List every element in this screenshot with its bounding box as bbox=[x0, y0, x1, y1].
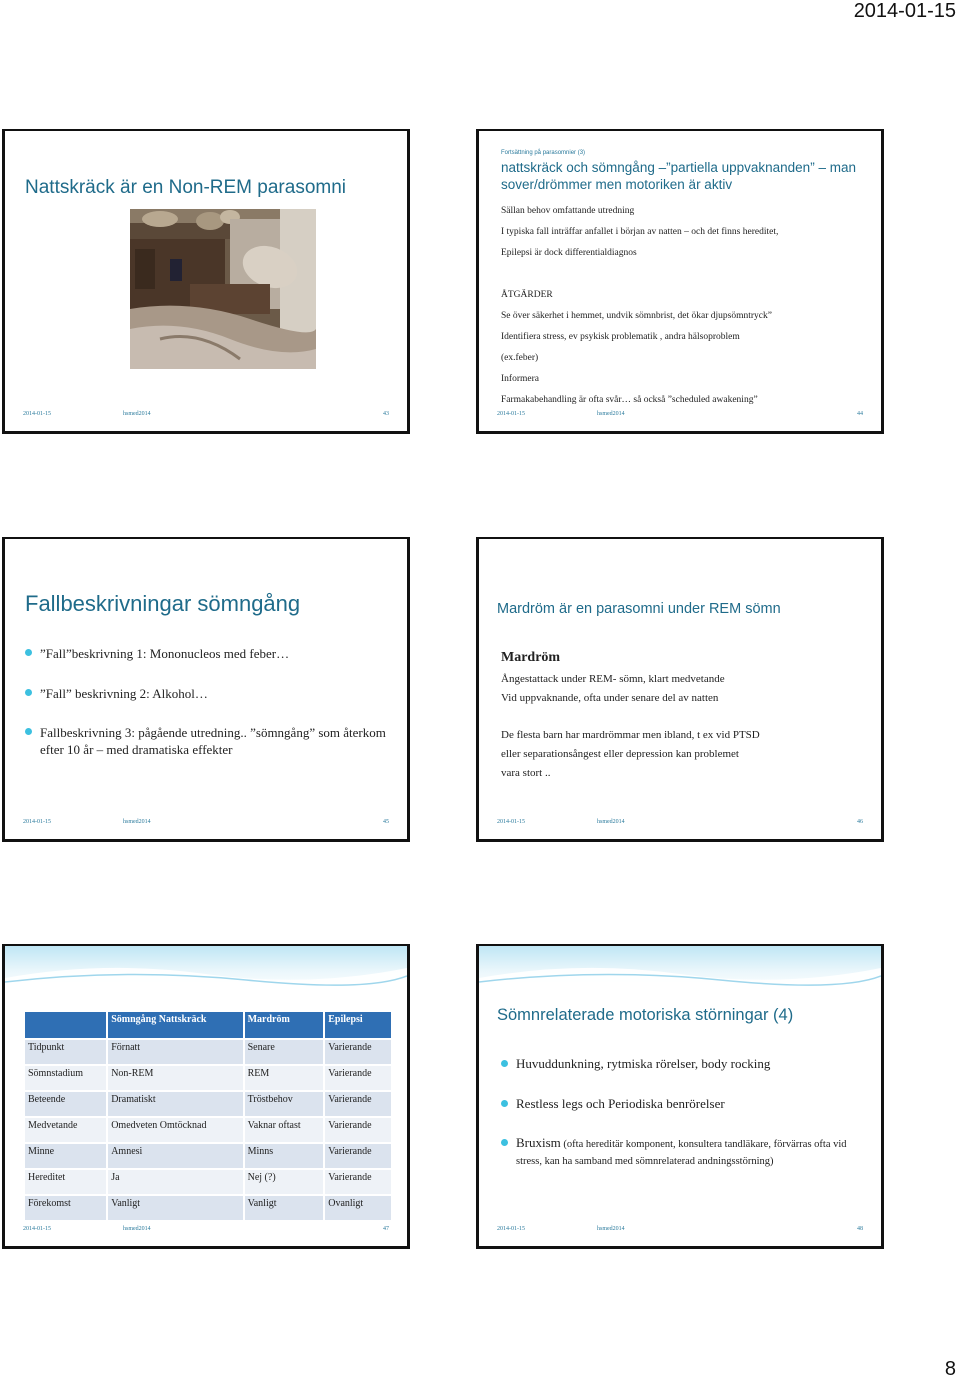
table-cell: Vaknar oftast bbox=[244, 1117, 325, 1143]
slide-title: Fallbeskrivningar sömngång bbox=[25, 591, 301, 616]
table-cell: Varierande bbox=[324, 1091, 392, 1117]
footer-author: hsmed2014 bbox=[597, 819, 625, 825]
header-band bbox=[479, 946, 881, 990]
table-cell: Varierande bbox=[324, 1143, 392, 1169]
table-cell: Minne bbox=[24, 1143, 107, 1169]
body-heading: ÅTGÄRDER bbox=[501, 290, 553, 300]
comparison-table bbox=[23, 1010, 393, 1222]
bullet-item bbox=[501, 1056, 871, 1072]
bullet-text: Fallbeskrivning 3: pågående utredning.. ”sömngång” som återkom efter 10 år – med dramatiska effekter bbox=[40, 725, 386, 757]
footer-author: hsmed2014 bbox=[597, 411, 625, 417]
slide-footer bbox=[497, 819, 863, 829]
page-date: 2014-01-15 bbox=[853, 0, 956, 22]
slide-46 bbox=[476, 537, 884, 842]
body-line: De flesta barn har mardrömmar men ibland, t ex vid PTSD bbox=[501, 729, 760, 741]
table-cell: Nej (?) bbox=[244, 1169, 325, 1195]
body-line: Sällan behov omfattande utredning bbox=[501, 206, 635, 216]
page-number: 8 bbox=[944, 1358, 956, 1380]
body-heading: Mardröm bbox=[501, 650, 561, 665]
bullet-icon bbox=[25, 728, 32, 735]
bullet-detail: (ofta hereditär komponent, konsultera tandläkare, förvärras ofta vid stress, kan ha samband med sömnrelaterad andningsstörning) bbox=[516, 1139, 847, 1167]
footer-date: 2014-01-15 bbox=[497, 819, 525, 825]
footer-date: 2014-01-15 bbox=[23, 1226, 51, 1232]
body-line: eller separationsångest eller depression kan problemet bbox=[501, 748, 739, 760]
table-cell: Dramatiskt bbox=[107, 1091, 243, 1117]
bullet-item bbox=[25, 724, 395, 758]
footer-slide-number: 44 bbox=[857, 411, 863, 417]
bullet-text: Restless legs och Periodiska benrörelser bbox=[516, 1096, 725, 1111]
table-cell: Sömnstadium bbox=[24, 1065, 107, 1091]
table-cell: Tröstbehov bbox=[244, 1091, 325, 1117]
body-line: vara stort .. bbox=[501, 767, 551, 779]
footer-slide-number: 48 bbox=[857, 1226, 863, 1232]
slide-subheader: Fortsättning på parasomnier (3) bbox=[501, 150, 586, 156]
bullet-item bbox=[501, 1135, 871, 1169]
bullet-item bbox=[501, 1096, 871, 1112]
table-cell: Senare bbox=[244, 1039, 325, 1065]
table-row bbox=[24, 1117, 392, 1143]
footer-slide-number: 47 bbox=[383, 1226, 389, 1232]
table-row bbox=[24, 1039, 392, 1065]
table-cell: Non-REM bbox=[107, 1065, 243, 1091]
table-cell: Ja bbox=[107, 1169, 243, 1195]
body-line: Informera bbox=[501, 374, 539, 384]
table-row bbox=[24, 1091, 392, 1117]
bullet-item bbox=[25, 685, 395, 702]
table-header-cell bbox=[24, 1011, 107, 1039]
table-cell: Förekomst bbox=[24, 1195, 107, 1221]
slide-footer bbox=[497, 411, 863, 421]
slide-48 bbox=[476, 944, 884, 1249]
footer-slide-number: 43 bbox=[383, 411, 389, 417]
bullet-icon bbox=[25, 689, 32, 696]
bullet-icon bbox=[501, 1060, 508, 1067]
table-header-row bbox=[24, 1011, 392, 1039]
slide-title: nattskräck och sömngång –”partiella uppvaknanden” – man sover/drömmer men motoriken är aktiv bbox=[501, 160, 856, 192]
table-cell: Amnesi bbox=[107, 1143, 243, 1169]
table-cell: Ovanligt bbox=[324, 1195, 392, 1221]
slide-title: Mardröm är en parasomni under REM sömn bbox=[497, 601, 781, 617]
photo-bedroom bbox=[130, 209, 316, 369]
table-cell: Varierande bbox=[324, 1039, 392, 1065]
bullet-icon bbox=[501, 1139, 508, 1146]
bullet-text: ”Fall”beskrivning 1: Mononucleos med feber… bbox=[40, 646, 290, 661]
table-header-cell: Epilepsi bbox=[324, 1011, 392, 1039]
body-line: Ångestattack under REM- sömn, klart medvetande bbox=[501, 673, 725, 685]
body-line: Vid uppvaknande, ofta under senare del av natten bbox=[501, 692, 719, 704]
header-band bbox=[5, 946, 407, 990]
bullet-item bbox=[25, 645, 395, 662]
body-line: (ex.feber) bbox=[501, 353, 539, 363]
table-cell: Hereditet bbox=[24, 1169, 107, 1195]
slide-45 bbox=[2, 537, 410, 842]
table-cell: Varierande bbox=[324, 1117, 392, 1143]
body-line: Identifiera stress, ev psykisk problematik , andra hälsoproblem bbox=[501, 332, 740, 342]
table-cell: Beteende bbox=[24, 1091, 107, 1117]
body-line: Se över säkerhet i hemmet, undvik sömnbrist, det ökar djupsömntryck” bbox=[501, 311, 772, 321]
table-row bbox=[24, 1195, 392, 1221]
slide-43 bbox=[2, 129, 410, 434]
table-cell: Varierande bbox=[324, 1169, 392, 1195]
slide-footer bbox=[23, 1226, 389, 1236]
footer-slide-number: 46 bbox=[857, 819, 863, 825]
slide-title: Nattskräck är en Non-REM parasomni bbox=[25, 177, 346, 198]
table-cell: Tidpunkt bbox=[24, 1039, 107, 1065]
slide-44 bbox=[476, 129, 884, 434]
bullet-icon bbox=[25, 649, 32, 656]
slide-footer bbox=[497, 1226, 863, 1236]
table-cell: Förnatt bbox=[107, 1039, 243, 1065]
slide-title: Sömnrelaterade motoriska störningar (4) bbox=[497, 1006, 794, 1024]
table-cell: Omedveten Omtöcknad bbox=[107, 1117, 243, 1143]
footer-date: 2014-01-15 bbox=[23, 819, 51, 825]
slide-footer bbox=[23, 411, 389, 421]
footer-author: hsmed2014 bbox=[123, 819, 151, 825]
table-cell: Minns bbox=[244, 1143, 325, 1169]
slide-footer bbox=[23, 819, 389, 829]
footer-author: hsmed2014 bbox=[123, 1226, 151, 1232]
table-row bbox=[24, 1169, 392, 1195]
bullet-text bbox=[516, 1135, 866, 1169]
footer-slide-number: 45 bbox=[383, 819, 389, 825]
table-cell: Vanligt bbox=[107, 1195, 243, 1221]
table-cell: Varierande bbox=[324, 1065, 392, 1091]
bullet-text: ”Fall” beskrivning 2: Alkohol… bbox=[40, 686, 208, 701]
body-line: Epilepsi är dock differentialdiagnos bbox=[501, 248, 637, 258]
table-header-cell: Mardröm bbox=[244, 1011, 325, 1039]
body-line: Farmakabehandling är ofta svår… så också ”scheduled awakening” bbox=[501, 395, 758, 405]
table-cell: REM bbox=[244, 1065, 325, 1091]
footer-author: hsmed2014 bbox=[123, 411, 151, 417]
table-header-cell: Sömngång Nattskräck bbox=[107, 1011, 243, 1039]
footer-date: 2014-01-15 bbox=[497, 1226, 525, 1232]
table-row bbox=[24, 1065, 392, 1091]
slide-47 bbox=[2, 944, 410, 1249]
body-line: I typiska fall inträffar anfallet i början av natten – och det finns hereditet, bbox=[501, 227, 779, 237]
table-cell: Vanligt bbox=[244, 1195, 325, 1221]
footer-date: 2014-01-15 bbox=[23, 411, 51, 417]
bullet-main: Bruxism bbox=[516, 1135, 561, 1150]
bullet-text: Huvuddunkning, rytmiska rörelser, body rocking bbox=[516, 1056, 771, 1071]
footer-date: 2014-01-15 bbox=[497, 411, 525, 417]
table-row bbox=[24, 1143, 392, 1169]
bullet-icon bbox=[501, 1100, 508, 1107]
table-cell: Medvetande bbox=[24, 1117, 107, 1143]
footer-author: hsmed2014 bbox=[597, 1226, 625, 1232]
